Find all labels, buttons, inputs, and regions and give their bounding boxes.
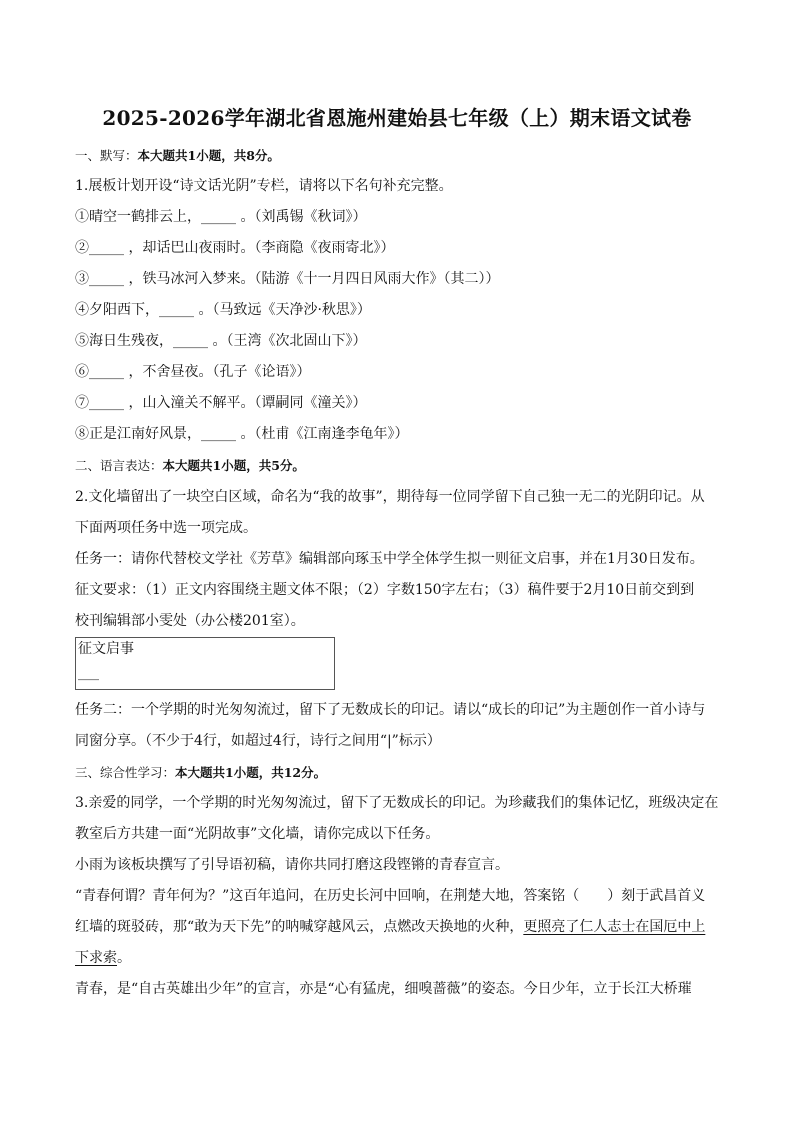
q2-requirements-line-2: 校刊编辑部小雯处（办公楼201室）。 bbox=[75, 613, 305, 629]
q2-requirements-line-1: 征文要求：（1）正文内容围绕主题文体不限；（2）字数150字左右；（3）稿件要于2月10日前交到到 bbox=[75, 582, 695, 598]
q1-item-5: ⑤海日生残夜，_____ 。（王湾《次北固山下》） bbox=[75, 333, 367, 349]
q2-stem-line-1: 2.文化墙留出了一块空白区域，命名为“我的故事”，期待每一位同学留下自己独一无二的光阴印记。从 bbox=[75, 489, 705, 505]
answer-box-title: 征文启事 bbox=[78, 641, 134, 657]
section-2-label: 二、语言表达： bbox=[75, 458, 163, 473]
q1-item-7: ⑦_____ ，山入潼关不解平。（谭嗣同《潼关》） bbox=[75, 395, 367, 411]
q2-task-1: 任务一：请你代替校文学社《芳草》编辑部向琢玉中学全体学生拟一则征文启事，并在1月30日发布。 bbox=[75, 551, 704, 567]
q3-stem-line-2: 教室后方共建一面“光阴故事”文化墙，请你完成以下任务。 bbox=[75, 826, 440, 842]
underlined-sentence-part-2: 下求索 bbox=[75, 950, 117, 966]
q3-para-1-line-3-end: 。 bbox=[117, 950, 131, 966]
section-3-label: 三、综合性学习： bbox=[75, 765, 176, 780]
q1-item-6: ⑥_____ ，不舍昼夜。（孔子《论语》） bbox=[75, 364, 311, 380]
section-1-heading bbox=[75, 146, 720, 166]
q3-para-1-line-2 bbox=[75, 917, 720, 937]
section-1-label: 一、默写： bbox=[75, 148, 138, 163]
q1-item-2: ②_____ ，却话巴山夜雨时。（李商隐《夜雨寄北》） bbox=[75, 240, 395, 256]
q1-item-1: ①晴空一鹤排云上，_____ 。（刘禹锡《秋词》） bbox=[75, 209, 367, 225]
exam-title: 2025-2026学年湖北省恩施州建始县七年级（上）期末语文试卷 bbox=[102, 106, 692, 130]
answer-box-blank[interactable]: ___ bbox=[78, 665, 99, 681]
answer-box[interactable] bbox=[75, 637, 335, 690]
section-2-desc: 本大题共1小题，共5分。 bbox=[162, 458, 305, 473]
q1-item-3: ③_____ ，铁马冰河入梦来。（陆游《十一月四日风雨大作》（其二）） bbox=[75, 271, 500, 287]
q3-para-1-line-2-text: 红墙的斑驳砖，那“敢为天下先”的呐喊穿越风云，点燃改天换地的火种， bbox=[75, 919, 524, 935]
q1-stem: 1.展板计划开设“诗文话光阴”专栏，请将以下名句补充完整。 bbox=[75, 178, 453, 194]
q3-stem-line-1: 3.亲爱的同学，一个学期的时光匆匆流过，留下了无数成长的印记。为珍藏我们的集体记忆，班级决定在 bbox=[75, 795, 719, 811]
q3-para-1-line-3 bbox=[75, 948, 720, 968]
section-3-heading bbox=[75, 763, 720, 783]
q3-para-2-line-1: 青春，是“自古英雄出少年”的宣言，亦是“心有猛虎，细嗅蔷薇”的姿态。今日少年，立于长江大桥璀 bbox=[75, 981, 692, 997]
q2-task-2-line-2: 同窗分享。（不少于4行，如超过4行，诗行之间用“|”标示） bbox=[75, 733, 441, 749]
q3-para-1-line-1: “青春何谓？青年何为？”这百年追问，在历史长河中回响，在荆楚大地，答案铭（ ）刻于武昌首义 bbox=[75, 888, 706, 904]
q2-stem-line-2: 下面两项任务中选一项完成。 bbox=[75, 520, 257, 536]
section-3-desc: 本大题共1小题，共12分。 bbox=[175, 765, 327, 780]
q3-intro: 小雨为该板块撰写了引导语初稿，请你共同打磨这段铿锵的青春宣言。 bbox=[75, 857, 509, 873]
q1-item-8: ⑧正是江南好风景，_____ 。（杜甫《江南逢李龟年》） bbox=[75, 426, 409, 442]
section-1-desc: 本大题共1小题，共8分。 bbox=[137, 148, 280, 163]
section-2-heading bbox=[75, 456, 720, 476]
underlined-sentence-part-1: 更照亮了仁人志士在国厄中上 bbox=[523, 919, 706, 935]
q2-task-2-line-1: 任务二：一个学期的时光匆匆流过，留下了无数成长的印记。请以“成长的印记”为主题创作一首小诗与 bbox=[75, 702, 706, 718]
q1-item-4: ④夕阳西下，_____ 。（马致远《天净沙·秋思》） bbox=[75, 302, 371, 318]
